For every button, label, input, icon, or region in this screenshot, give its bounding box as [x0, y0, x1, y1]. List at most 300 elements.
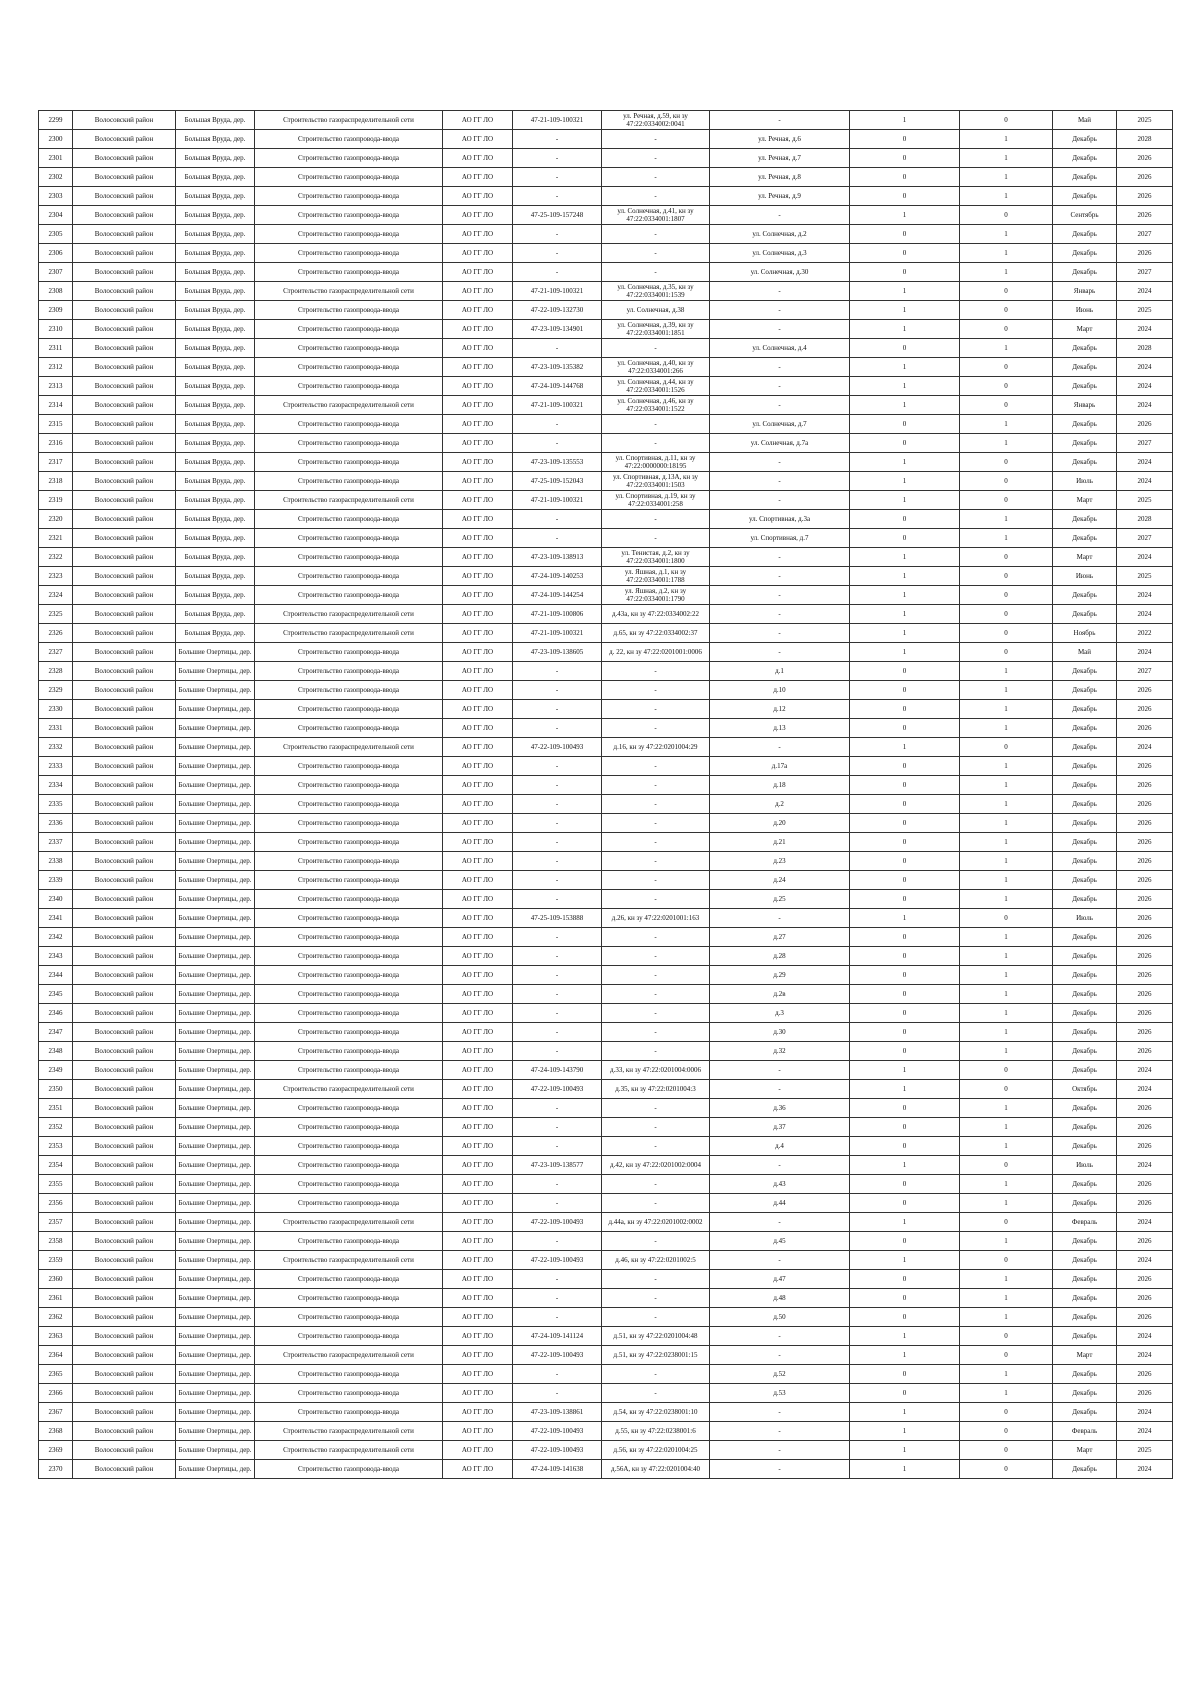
cell-work-type: Строительство газопровода-ввода: [255, 225, 443, 244]
cell-organization: АО ГГ ЛО: [443, 1118, 513, 1137]
cell-contract-number: -: [513, 244, 602, 263]
cell-row-number: 2310: [39, 320, 73, 339]
cell-row-number: 2363: [39, 1327, 73, 1346]
cell-settlement: Большие Озертицы, дер.: [176, 909, 255, 928]
cell-address-cadastral: -: [602, 130, 710, 149]
cell-row-number: 2366: [39, 1384, 73, 1403]
cell-contract-number: -: [513, 1023, 602, 1042]
cell-district: Волосовский район: [73, 871, 176, 890]
cell-month: Декабрь: [1053, 700, 1117, 719]
cell-count-b: 1: [960, 928, 1053, 947]
cell-count-b: 0: [960, 301, 1053, 320]
cell-row-number: 2323: [39, 567, 73, 586]
cell-organization: АО ГГ ЛО: [443, 643, 513, 662]
cell-work-type: Строительство газопровода-ввода: [255, 1308, 443, 1327]
cell-row-number: 2369: [39, 1441, 73, 1460]
cell-month: Март: [1053, 320, 1117, 339]
cell-organization: АО ГГ ЛО: [443, 890, 513, 909]
cell-contract-number: -: [513, 415, 602, 434]
cell-year: 2026: [1117, 1365, 1173, 1384]
cell-row-number: 2320: [39, 510, 73, 529]
cell-district: Волосовский район: [73, 795, 176, 814]
table-row: [39, 985, 1173, 1004]
cell-work-type: Строительство газопровода-ввода: [255, 719, 443, 738]
cell-row-number: 2354: [39, 1156, 73, 1175]
cell-row-number: 2305: [39, 225, 73, 244]
cell-month: Декабрь: [1053, 776, 1117, 795]
table-row: [39, 928, 1173, 947]
cell-address: ул. Солнечная, д.7а: [710, 434, 850, 453]
cell-count-b: 0: [960, 586, 1053, 605]
cell-work-type: Строительство газораспределительной сети: [255, 1441, 443, 1460]
cell-address-cadastral: -: [602, 415, 710, 434]
cell-work-type: Строительство газопровода-ввода: [255, 1232, 443, 1251]
cell-settlement: Большая Вруда, дер.: [176, 301, 255, 320]
cell-address: ул. Речная, д.7: [710, 149, 850, 168]
cell-settlement: Большие Озертицы, дер.: [176, 1118, 255, 1137]
cell-contract-number: 47-22-109-100493: [513, 738, 602, 757]
table-row: [39, 301, 1173, 320]
cell-organization: АО ГГ ЛО: [443, 1099, 513, 1118]
cell-district: Волосовский район: [73, 1023, 176, 1042]
cell-district: Волосовский район: [73, 377, 176, 396]
cell-organization: АО ГГ ЛО: [443, 168, 513, 187]
cell-contract-number: 47-21-109-100806: [513, 605, 602, 624]
cell-address: ул. Спортивная, д.3а: [710, 510, 850, 529]
cell-contract-number: 47-22-109-100493: [513, 1080, 602, 1099]
cell-address-cadastral: -: [602, 529, 710, 548]
cell-settlement: Большие Озертицы, дер.: [176, 1270, 255, 1289]
cell-district: Волосовский район: [73, 909, 176, 928]
cell-count-b: 1: [960, 681, 1053, 700]
cell-district: Волосовский район: [73, 1175, 176, 1194]
cell-work-type: Строительство газопровода-ввода: [255, 1289, 443, 1308]
cell-address-cadastral: -: [602, 966, 710, 985]
cell-row-number: 2356: [39, 1194, 73, 1213]
cell-organization: АО ГГ ЛО: [443, 434, 513, 453]
table-row: [39, 358, 1173, 377]
cell-contract-number: -: [513, 1118, 602, 1137]
table-row: [39, 244, 1173, 263]
cell-address-cadastral: -: [602, 339, 710, 358]
cell-row-number: 2341: [39, 909, 73, 928]
cell-work-type: Строительство газопровода-ввода: [255, 548, 443, 567]
gasification-schedule-table: [38, 110, 1173, 1479]
cell-count-a: 0: [850, 1175, 960, 1194]
cell-district: Волосовский район: [73, 453, 176, 472]
cell-month: Июль: [1053, 1156, 1117, 1175]
cell-settlement: Большая Вруда, дер.: [176, 548, 255, 567]
table-row: [39, 871, 1173, 890]
cell-address: -: [710, 1460, 850, 1479]
cell-district: Волосовский район: [73, 320, 176, 339]
cell-district: Волосовский район: [73, 605, 176, 624]
cell-count-b: 0: [960, 1403, 1053, 1422]
cell-month: Декабрь: [1053, 1042, 1117, 1061]
cell-address: д.32: [710, 1042, 850, 1061]
cell-month: Декабрь: [1053, 149, 1117, 168]
cell-district: Волосовский район: [73, 1327, 176, 1346]
cell-district: Волосовский район: [73, 263, 176, 282]
cell-count-a: 1: [850, 282, 960, 301]
cell-district: Волосовский район: [73, 529, 176, 548]
cell-organization: АО ГГ ЛО: [443, 1232, 513, 1251]
cell-settlement: Большие Озертицы, дер.: [176, 1061, 255, 1080]
cell-address-cadastral: д.51, кн зу 47:22:0201004:48: [602, 1327, 710, 1346]
cell-month: Декабрь: [1053, 244, 1117, 263]
cell-work-type: Строительство газопровода-ввода: [255, 966, 443, 985]
cell-work-type: Строительство газопровода-ввода: [255, 1384, 443, 1403]
cell-count-a: 0: [850, 149, 960, 168]
cell-contract-number: -: [513, 662, 602, 681]
cell-settlement: Большая Вруда, дер.: [176, 510, 255, 529]
cell-count-b: 0: [960, 567, 1053, 586]
cell-count-a: 1: [850, 377, 960, 396]
cell-work-type: Строительство газопровода-ввода: [255, 206, 443, 225]
cell-settlement: Большая Вруда, дер.: [176, 225, 255, 244]
cell-row-number: 2306: [39, 244, 73, 263]
cell-contract-number: -: [513, 1175, 602, 1194]
cell-count-b: 1: [960, 1308, 1053, 1327]
cell-contract-number: -: [513, 1042, 602, 1061]
cell-settlement: Большие Озертицы, дер.: [176, 890, 255, 909]
cell-month: Сентябрь: [1053, 206, 1117, 225]
cell-year: 2024: [1117, 1251, 1173, 1270]
cell-row-number: 2313: [39, 377, 73, 396]
cell-contract-number: 47-24-109-141638: [513, 1460, 602, 1479]
cell-count-b: 0: [960, 282, 1053, 301]
cell-contract-number: 47-24-109-144768: [513, 377, 602, 396]
cell-address: д.30: [710, 1023, 850, 1042]
cell-row-number: 2347: [39, 1023, 73, 1042]
cell-address-cadastral: ул. Солнечная, д.40, кн зу 47:22:0334001:266: [602, 358, 710, 377]
cell-count-a: 1: [850, 1346, 960, 1365]
cell-row-number: 2345: [39, 985, 73, 1004]
cell-year: 2026: [1117, 719, 1173, 738]
cell-organization: АО ГГ ЛО: [443, 282, 513, 301]
cell-month: Декабрь: [1053, 130, 1117, 149]
cell-row-number: 2326: [39, 624, 73, 643]
cell-address-cadastral: ул. Солнечная, д.35, кн зу 47:22:0334001:1539: [602, 282, 710, 301]
cell-organization: АО ГГ ЛО: [443, 1327, 513, 1346]
cell-row-number: 2355: [39, 1175, 73, 1194]
cell-month: Декабрь: [1053, 377, 1117, 396]
cell-row-number: 2299: [39, 111, 73, 130]
cell-work-type: Строительство газопровода-ввода: [255, 643, 443, 662]
cell-year: 2026: [1117, 415, 1173, 434]
cell-settlement: Большие Озертицы, дер.: [176, 1346, 255, 1365]
table-row: [39, 1308, 1173, 1327]
cell-work-type: Строительство газопровода-ввода: [255, 358, 443, 377]
cell-address: д.2в: [710, 985, 850, 1004]
cell-district: Волосовский район: [73, 643, 176, 662]
cell-month: Декабрь: [1053, 510, 1117, 529]
table-row: [39, 1156, 1173, 1175]
cell-row-number: 2337: [39, 833, 73, 852]
cell-count-a: 0: [850, 719, 960, 738]
cell-year: 2025: [1117, 1441, 1173, 1460]
cell-count-a: 0: [850, 1308, 960, 1327]
cell-address: -: [710, 1251, 850, 1270]
cell-month: Декабрь: [1053, 719, 1117, 738]
cell-month: Июль: [1053, 909, 1117, 928]
cell-organization: АО ГГ ЛО: [443, 491, 513, 510]
cell-contract-number: 47-24-109-140253: [513, 567, 602, 586]
cell-month: Декабрь: [1053, 1118, 1117, 1137]
table-row: [39, 966, 1173, 985]
table-row: [39, 909, 1173, 928]
cell-address: -: [710, 453, 850, 472]
cell-month: Декабрь: [1053, 1137, 1117, 1156]
cell-address-cadastral: -: [602, 149, 710, 168]
cell-address: д.18: [710, 776, 850, 795]
cell-year: 2024: [1117, 320, 1173, 339]
cell-organization: АО ГГ ЛО: [443, 871, 513, 890]
cell-count-b: 1: [960, 510, 1053, 529]
table-row: [39, 130, 1173, 149]
cell-district: Волосовский район: [73, 1194, 176, 1213]
cell-row-number: 2303: [39, 187, 73, 206]
table-row: [39, 453, 1173, 472]
cell-district: Волосовский район: [73, 966, 176, 985]
cell-year: 2028: [1117, 130, 1173, 149]
cell-count-b: 1: [960, 1023, 1053, 1042]
cell-organization: АО ГГ ЛО: [443, 605, 513, 624]
cell-count-b: 0: [960, 111, 1053, 130]
cell-month: Декабрь: [1053, 1194, 1117, 1213]
cell-count-a: 0: [850, 662, 960, 681]
cell-row-number: 2319: [39, 491, 73, 510]
table-row: [39, 168, 1173, 187]
cell-address-cadastral: -: [602, 890, 710, 909]
cell-settlement: Большая Вруда, дер.: [176, 358, 255, 377]
cell-contract-number: -: [513, 719, 602, 738]
table-row: [39, 1232, 1173, 1251]
cell-address: ул. Солнечная, д.7: [710, 415, 850, 434]
cell-district: Волосовский район: [73, 1156, 176, 1175]
cell-row-number: 2300: [39, 130, 73, 149]
cell-row-number: 2312: [39, 358, 73, 377]
table-row: [39, 1441, 1173, 1460]
cell-count-a: 1: [850, 909, 960, 928]
cell-count-a: 1: [850, 1327, 960, 1346]
cell-district: Волосовский район: [73, 1099, 176, 1118]
cell-address: -: [710, 909, 850, 928]
cell-district: Волосовский район: [73, 149, 176, 168]
cell-organization: АО ГГ ЛО: [443, 624, 513, 643]
cell-settlement: Большие Озертицы, дер.: [176, 1023, 255, 1042]
cell-settlement: Большие Озертицы, дер.: [176, 1460, 255, 1479]
cell-address: д.53: [710, 1384, 850, 1403]
cell-district: Волосовский район: [73, 738, 176, 757]
cell-work-type: Строительство газораспределительной сети: [255, 491, 443, 510]
cell-count-b: 1: [960, 130, 1053, 149]
cell-year: 2026: [1117, 852, 1173, 871]
cell-count-a: 0: [850, 168, 960, 187]
cell-contract-number: -: [513, 149, 602, 168]
cell-month: Март: [1053, 548, 1117, 567]
cell-organization: АО ГГ ЛО: [443, 947, 513, 966]
cell-year: 2026: [1117, 1137, 1173, 1156]
cell-count-a: 0: [850, 1194, 960, 1213]
cell-settlement: Большая Вруда, дер.: [176, 149, 255, 168]
cell-address-cadastral: д.54, кн зу 47:22:0238001:10: [602, 1403, 710, 1422]
cell-row-number: 2311: [39, 339, 73, 358]
cell-month: Май: [1053, 643, 1117, 662]
cell-district: Волосовский район: [73, 1460, 176, 1479]
cell-count-a: 0: [850, 966, 960, 985]
table-row: [39, 206, 1173, 225]
cell-work-type: Строительство газопровода-ввода: [255, 833, 443, 852]
cell-row-number: 2321: [39, 529, 73, 548]
cell-address: -: [710, 491, 850, 510]
cell-organization: АО ГГ ЛО: [443, 1042, 513, 1061]
cell-count-a: 1: [850, 624, 960, 643]
cell-year: 2026: [1117, 1099, 1173, 1118]
cell-count-b: 0: [960, 491, 1053, 510]
cell-address: д.36: [710, 1099, 850, 1118]
cell-organization: АО ГГ ЛО: [443, 225, 513, 244]
cell-settlement: Большие Озертицы, дер.: [176, 643, 255, 662]
cell-row-number: 2368: [39, 1422, 73, 1441]
cell-month: Декабрь: [1053, 1327, 1117, 1346]
cell-district: Волосовский район: [73, 1080, 176, 1099]
cell-address-cadastral: д.44а, кн зу 47:22:0201002:0002: [602, 1213, 710, 1232]
table-row: [39, 1213, 1173, 1232]
cell-contract-number: 47-24-109-141124: [513, 1327, 602, 1346]
cell-row-number: 2327: [39, 643, 73, 662]
cell-settlement: Большая Вруда, дер.: [176, 472, 255, 491]
cell-organization: АО ГГ ЛО: [443, 1251, 513, 1270]
cell-address-cadastral: -: [602, 168, 710, 187]
cell-contract-number: -: [513, 947, 602, 966]
cell-district: Волосовский район: [73, 206, 176, 225]
cell-work-type: Строительство газопровода-ввода: [255, 567, 443, 586]
cell-year: 2026: [1117, 1023, 1173, 1042]
cell-contract-number: -: [513, 966, 602, 985]
cell-month: Декабрь: [1053, 605, 1117, 624]
cell-month: Декабрь: [1053, 168, 1117, 187]
cell-address: -: [710, 738, 850, 757]
document-page: [38, 110, 1172, 1479]
cell-count-a: 1: [850, 1460, 960, 1479]
cell-address: д.28: [710, 947, 850, 966]
cell-work-type: Строительство газопровода-ввода: [255, 263, 443, 282]
cell-year: 2025: [1117, 567, 1173, 586]
cell-work-type: Строительство газопровода-ввода: [255, 681, 443, 700]
cell-count-a: 0: [850, 510, 960, 529]
cell-address-cadastral: д.35, кн зу 47:22:0201004:3: [602, 1080, 710, 1099]
cell-work-type: Строительство газопровода-ввода: [255, 1194, 443, 1213]
cell-count-b: 1: [960, 757, 1053, 776]
table-row: [39, 434, 1173, 453]
cell-count-a: 1: [850, 491, 960, 510]
cell-count-b: 0: [960, 453, 1053, 472]
cell-month: Январь: [1053, 282, 1117, 301]
table-row: [39, 472, 1173, 491]
cell-address: д.2: [710, 795, 850, 814]
cell-work-type: Строительство газопровода-ввода: [255, 852, 443, 871]
cell-address-cadastral: -: [602, 1023, 710, 1042]
cell-settlement: Большие Озертицы, дер.: [176, 833, 255, 852]
cell-row-number: 2325: [39, 605, 73, 624]
table-row: [39, 1460, 1173, 1479]
cell-row-number: 2365: [39, 1365, 73, 1384]
cell-month: Декабрь: [1053, 852, 1117, 871]
cell-address: д.23: [710, 852, 850, 871]
cell-address: д.17а: [710, 757, 850, 776]
cell-settlement: Большие Озертицы, дер.: [176, 947, 255, 966]
cell-organization: АО ГГ ЛО: [443, 1441, 513, 1460]
cell-count-b: 0: [960, 624, 1053, 643]
cell-contract-number: -: [513, 1099, 602, 1118]
cell-count-a: 1: [850, 548, 960, 567]
cell-year: 2026: [1117, 206, 1173, 225]
cell-count-b: 1: [960, 700, 1053, 719]
cell-address-cadastral: -: [602, 776, 710, 795]
cell-year: 2027: [1117, 225, 1173, 244]
cell-district: Волосовский район: [73, 339, 176, 358]
cell-count-b: 0: [960, 1422, 1053, 1441]
cell-work-type: Строительство газораспределительной сети: [255, 1346, 443, 1365]
cell-address-cadastral: -: [602, 814, 710, 833]
cell-count-a: 0: [850, 1042, 960, 1061]
cell-contract-number: -: [513, 814, 602, 833]
cell-count-a: 0: [850, 434, 960, 453]
cell-work-type: Строительство газопровода-ввода: [255, 168, 443, 187]
cell-settlement: Большая Вруда, дер.: [176, 453, 255, 472]
cell-work-type: Строительство газораспределительной сети: [255, 738, 443, 757]
table-row: [39, 1023, 1173, 1042]
cell-count-a: 0: [850, 529, 960, 548]
cell-district: Волосовский район: [73, 586, 176, 605]
cell-contract-number: -: [513, 130, 602, 149]
cell-year: 2026: [1117, 776, 1173, 795]
cell-address: -: [710, 1213, 850, 1232]
cell-count-a: 1: [850, 643, 960, 662]
cell-organization: АО ГГ ЛО: [443, 928, 513, 947]
cell-row-number: 2336: [39, 814, 73, 833]
table-row: [39, 1270, 1173, 1289]
cell-settlement: Большая Вруда, дер.: [176, 111, 255, 130]
cell-month: Декабрь: [1053, 928, 1117, 947]
cell-month: Июль: [1053, 472, 1117, 491]
cell-settlement: Большая Вруда, дер.: [176, 206, 255, 225]
cell-district: Волосовский район: [73, 491, 176, 510]
cell-organization: АО ГГ ЛО: [443, 1061, 513, 1080]
cell-district: Волосовский район: [73, 434, 176, 453]
cell-settlement: Большие Озертицы, дер.: [176, 738, 255, 757]
cell-count-a: 0: [850, 947, 960, 966]
cell-count-b: 0: [960, 1156, 1053, 1175]
cell-count-b: 0: [960, 396, 1053, 415]
cell-settlement: Большие Озертицы, дер.: [176, 1156, 255, 1175]
cell-year: 2026: [1117, 1232, 1173, 1251]
cell-count-b: 0: [960, 1460, 1053, 1479]
cell-district: Волосовский район: [73, 1289, 176, 1308]
table-row: [39, 605, 1173, 624]
cell-year: 2024: [1117, 1213, 1173, 1232]
cell-organization: АО ГГ ЛО: [443, 263, 513, 282]
cell-organization: АО ГГ ЛО: [443, 358, 513, 377]
cell-count-a: 0: [850, 776, 960, 795]
cell-settlement: Большая Вруда, дер.: [176, 263, 255, 282]
cell-count-a: 1: [850, 453, 960, 472]
table-row: [39, 1251, 1173, 1270]
cell-address-cadastral: -: [602, 985, 710, 1004]
cell-row-number: 2302: [39, 168, 73, 187]
cell-address-cadastral: -: [602, 1042, 710, 1061]
